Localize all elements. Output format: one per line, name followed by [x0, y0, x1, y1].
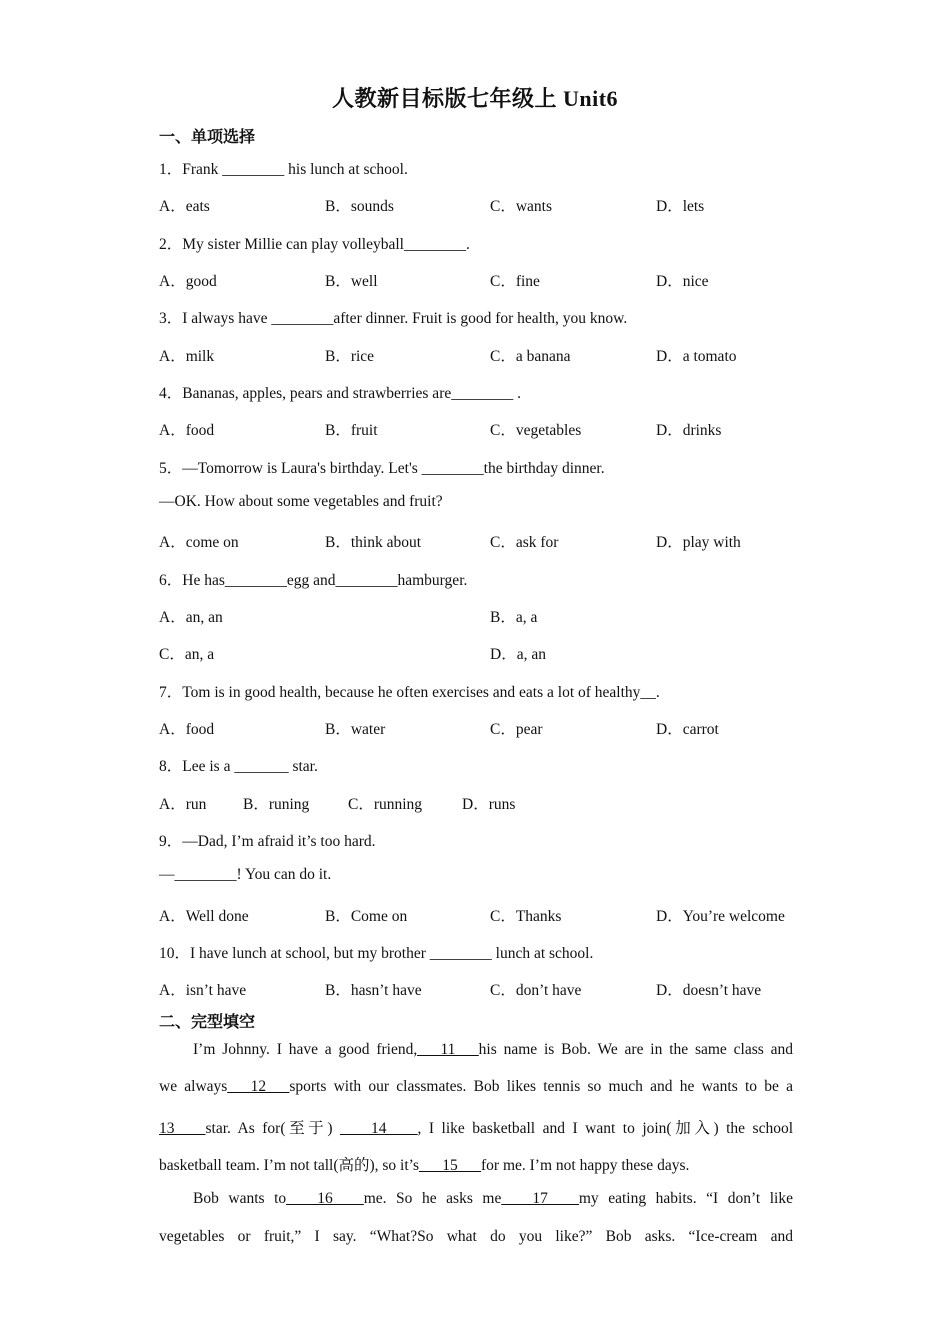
- option-c: C．fine: [490, 273, 540, 290]
- option-a: A．isn’t have: [159, 982, 247, 999]
- option-b: B．Come on: [325, 908, 408, 925]
- question-dialogue-line: —OK. How about some vegetables and fruit?: [159, 493, 443, 510]
- option-a: A．come on: [159, 534, 239, 551]
- question-stem: 5．—Tomorrow is Laura's birthday. Let's ________the birthday dinner.: [159, 460, 605, 477]
- option-b: B．sounds: [325, 198, 394, 215]
- question-stem: 4．Bananas, apples, pears and strawberries are________ .: [159, 385, 521, 402]
- cloze-blank-11: ___11___: [417, 1041, 479, 1058]
- question-stem: 10．I have lunch at school, but my brother ________ lunch at school.: [159, 945, 594, 962]
- cloze-paragraph-line: we always___12___sports with our classmates. Bob likes tennis so much and he wants to be a: [159, 1078, 793, 1095]
- option-d: D．a, an: [490, 646, 546, 663]
- option-a: A．good: [159, 273, 217, 290]
- option-c: C．vegetables: [490, 422, 582, 439]
- option-c: C．a banana: [490, 348, 571, 365]
- option-d: D．runs: [462, 796, 516, 813]
- option-c: C．an, a: [159, 646, 215, 663]
- cloze-paragraph-line: 13____star. As for(至于) ____14____, I like basketball and I want to join(加入) the school: [159, 1120, 794, 1137]
- option-b: B．well: [325, 273, 378, 290]
- section-heading-single-choice: 一、单项选择: [159, 127, 256, 146]
- option-c: C．pear: [490, 721, 543, 738]
- cloze-paragraph-line: basketball team. I’m not tall(高的), so it’s___15___for me. I’m not happy these days.: [159, 1157, 690, 1174]
- option-b: B．runing: [243, 796, 310, 813]
- cloze-blank-13: 13____: [159, 1120, 206, 1137]
- option-a: A．Well done: [159, 908, 249, 925]
- question-stem: 3．I always have ________after dinner. Fruit is good for health, you know.: [159, 310, 628, 327]
- option-b: B．hasn’t have: [325, 982, 422, 999]
- option-a: A．food: [159, 422, 215, 439]
- cloze-paragraph-line: vegetables or fruit,” I say. “What?So what do you like?” Bob asks. “Ice-cream and: [159, 1228, 793, 1245]
- option-c: C．don’t have: [490, 982, 582, 999]
- option-d: D．doesn’t have: [656, 982, 762, 999]
- option-b: B．a, a: [490, 609, 538, 626]
- option-d: D．You’re welcome: [656, 908, 785, 925]
- option-a: A．run: [159, 796, 207, 813]
- option-b: B．water: [325, 721, 386, 738]
- cloze-blank-16: ____16____: [286, 1190, 364, 1207]
- cloze-blank-14: ____14____: [340, 1120, 418, 1137]
- option-d: D．carrot: [656, 721, 719, 738]
- option-c: C．running: [348, 796, 423, 813]
- option-a: A．milk: [159, 348, 215, 365]
- option-b: B．fruit: [325, 422, 378, 439]
- option-d: D．drinks: [656, 422, 722, 439]
- option-a: A．food: [159, 721, 215, 738]
- question-stem: 8．Lee is a _______ star.: [159, 758, 318, 775]
- question-stem: 2．My sister Millie can play volleyball________.: [159, 236, 470, 253]
- cloze-blank-15: ___15___: [419, 1157, 482, 1174]
- option-c: C．wants: [490, 198, 553, 215]
- option-b: B．rice: [325, 348, 375, 365]
- cloze-blank-17: ____17____: [501, 1190, 579, 1207]
- cloze-paragraph-line: I’m Johnny. I have a good friend,___11___his name is Bob. We are in the same class and: [193, 1041, 793, 1058]
- option-a: A．eats: [159, 198, 210, 215]
- question-stem: 1．Frank ________ his lunch at school.: [159, 161, 408, 178]
- option-d: D．play with: [656, 534, 741, 551]
- document-title: 人教新目标版七年级上 Unit6: [331, 86, 619, 111]
- option-d: D．a tomato: [656, 348, 737, 365]
- cloze-blank-12: ___12___: [227, 1078, 290, 1095]
- option-c: C．Thanks: [490, 908, 562, 925]
- option-d: D．nice: [656, 273, 709, 290]
- option-a: A．an, an: [159, 609, 223, 626]
- section-heading-cloze: 二、完型填空: [159, 1012, 256, 1031]
- cloze-paragraph-line: Bob wants to____16____me. So he asks me____17____my eating habits. “I don’t like: [193, 1190, 793, 1207]
- option-b: B．think about: [325, 534, 422, 551]
- question-stem: 7．Tom is in good health, because he often exercises and eats a lot of healthy__.: [159, 684, 660, 701]
- question-dialogue-line: —________! You can do it.: [159, 866, 332, 883]
- option-d: D．lets: [656, 198, 705, 215]
- question-stem: 9．—Dad, I’m afraid it’s too hard.: [159, 833, 376, 850]
- question-stem: 6．He has________egg and________hamburger.: [159, 572, 468, 589]
- option-c: C．ask for: [490, 534, 559, 551]
